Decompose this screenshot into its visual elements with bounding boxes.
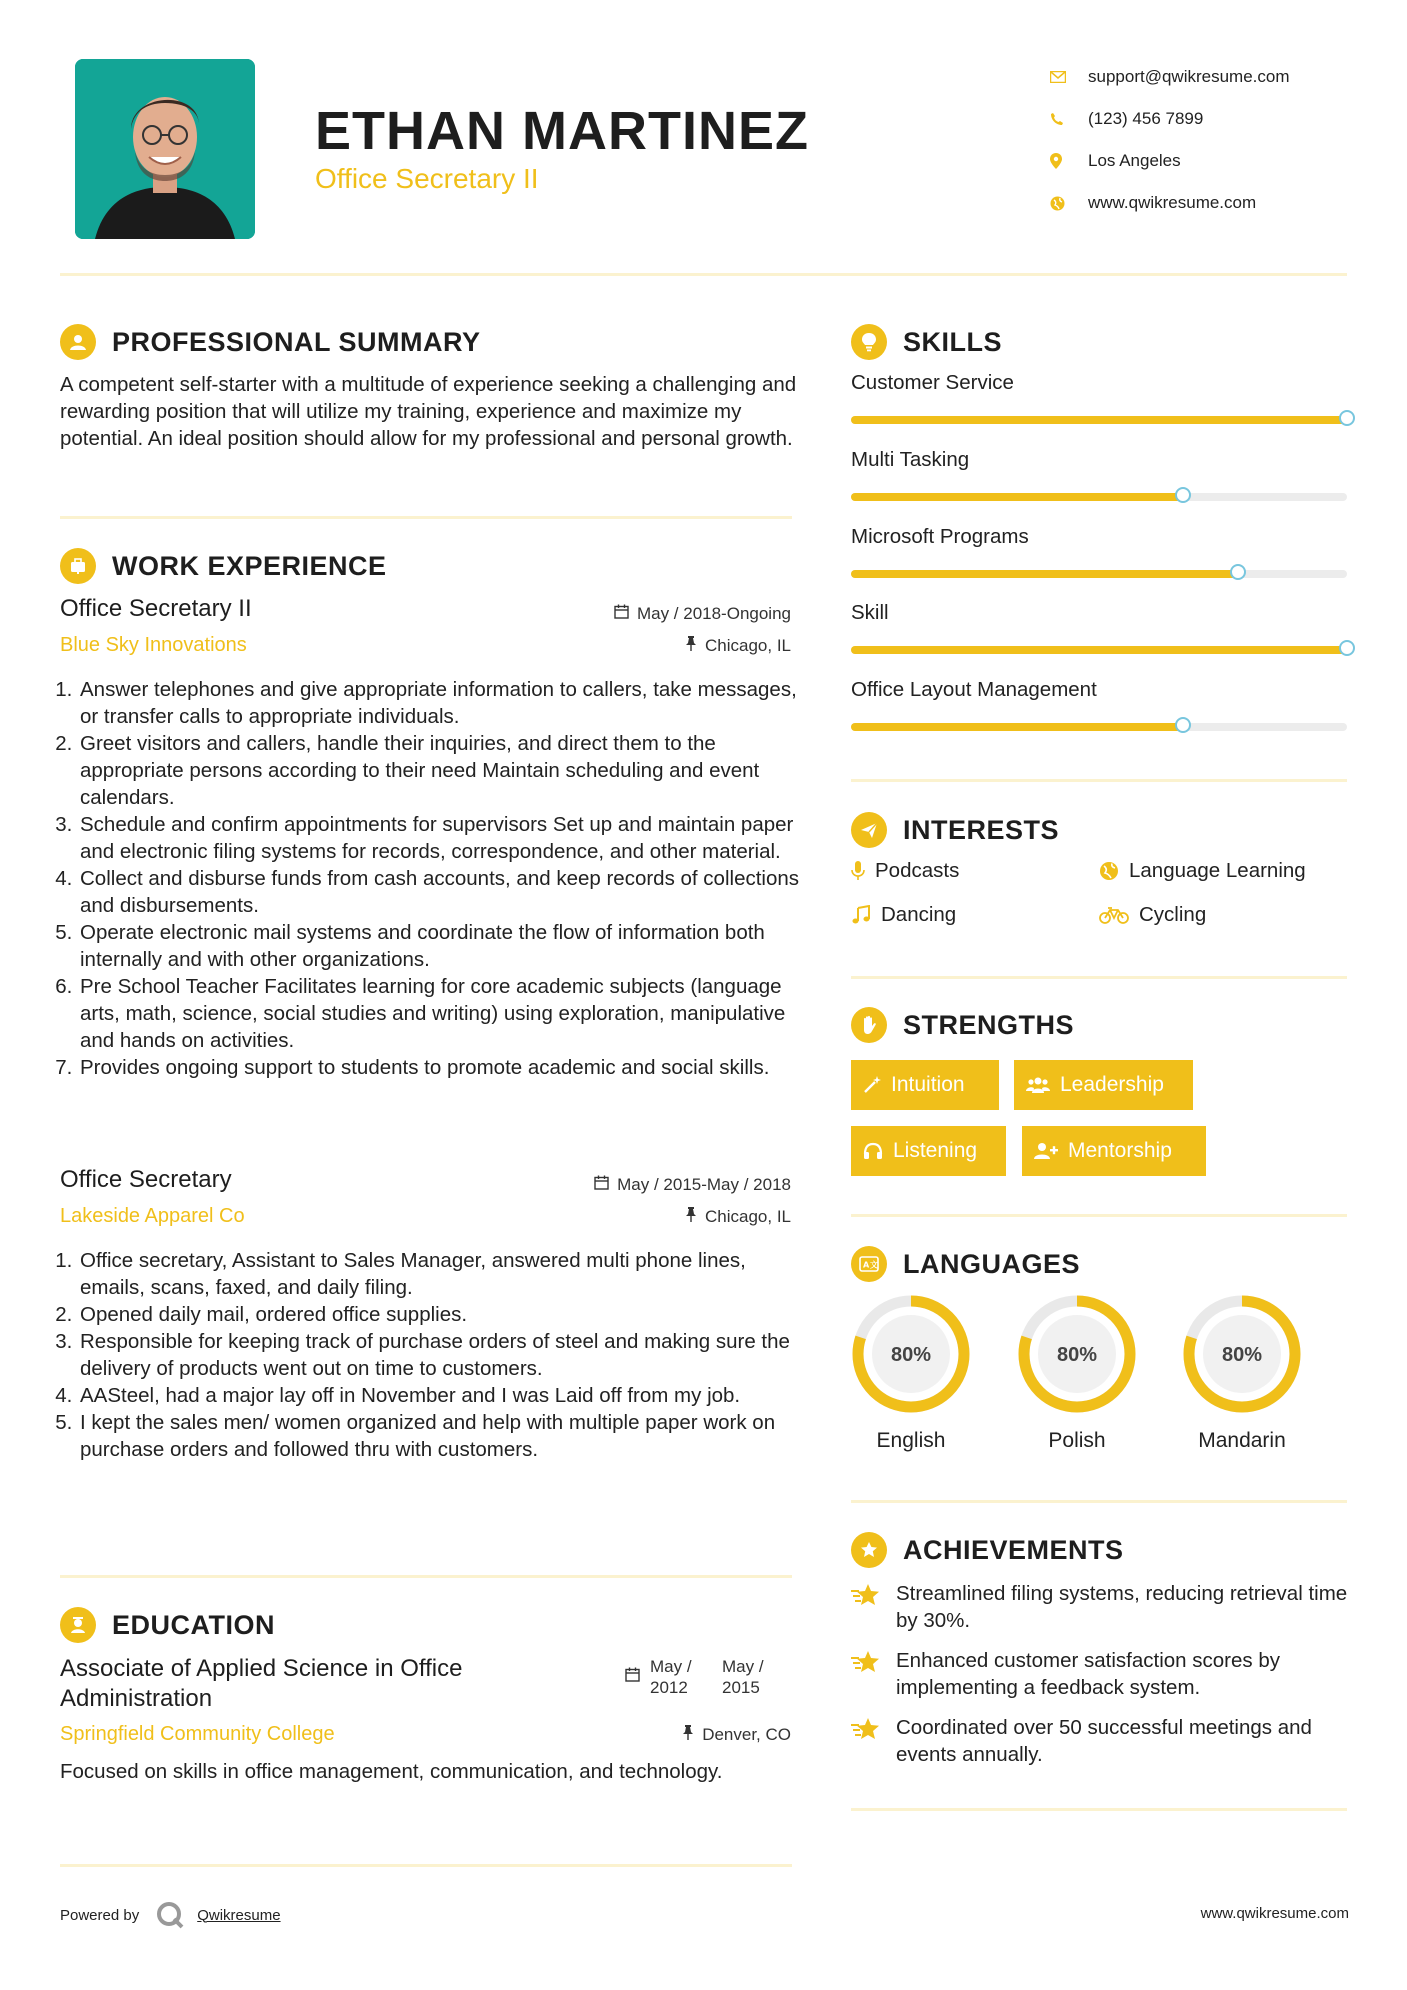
- job-2-dates-text: May / 2015-May / 2018: [617, 1175, 791, 1194]
- header-divider: [60, 273, 1347, 276]
- job-1-dates: [500, 604, 791, 624]
- user-plus-icon: [1034, 1142, 1058, 1160]
- education-heading: [60, 1607, 275, 1643]
- education-end-year: 2015: [722, 1678, 760, 1697]
- language-label: Mandarin: [1198, 1429, 1286, 1452]
- skill-bar: [851, 646, 1347, 654]
- job-1-title: Office Secretary II: [60, 595, 252, 622]
- education-description: Focused on skills in office management, communication, and technology.: [60, 1760, 723, 1783]
- map-pin-icon: [1050, 153, 1088, 169]
- skill-bar-fill: [851, 723, 1183, 731]
- svg-text:文: 文: [870, 1260, 879, 1270]
- interest-label: Language Learning: [1129, 859, 1306, 882]
- bicycle-icon: [1099, 906, 1129, 924]
- contact-list: [1050, 56, 1390, 224]
- strength-label: Intuition: [891, 1073, 965, 1096]
- skills-divider: [851, 779, 1347, 782]
- achievement-text: Streamlined filing systems, reducing retrieval time by 30%.: [896, 1582, 1348, 1632]
- powered-by-text: Powered by: [60, 1906, 140, 1924]
- interests-divider: [851, 976, 1347, 979]
- job-1-location: [500, 636, 791, 656]
- language-icon: [851, 1246, 887, 1282]
- strength-label: Leadership: [1060, 1073, 1164, 1096]
- user-icon: [60, 324, 96, 360]
- education-start: [650, 1656, 722, 1698]
- strengths-heading: [851, 1007, 1074, 1043]
- contact-location-text: Los Angeles: [1088, 151, 1181, 170]
- education-start-year: 2012: [650, 1678, 688, 1697]
- pushpin-icon: [685, 636, 697, 656]
- education-degree-line-2: Administration: [60, 1685, 213, 1712]
- languages-title: LANGUAGES: [903, 1248, 1081, 1279]
- skill-label: Skill: [851, 601, 889, 624]
- list-item: 4. AASteel, had a major lay off in November and I was Laid off from my job.: [78, 1382, 813, 1409]
- interests-title: INTERESTS: [903, 814, 1060, 845]
- skill-bar-knob: [1230, 564, 1246, 580]
- list-item: 5. I kept the sales men/ women organized and help with multiple paper work on purchase orders and followed thru with customers.: [78, 1409, 813, 1463]
- list-item: 4. Collect and disburse funds from cash accounts, and keep records of collections and disbursements.: [78, 865, 813, 919]
- list-item: 2. Opened daily mail, ordered office supplies.: [78, 1301, 813, 1328]
- job-2-location-text: Chicago, IL: [705, 1207, 791, 1226]
- education-end: [722, 1656, 764, 1698]
- job-1-location-text: Chicago, IL: [705, 636, 791, 655]
- education-title: EDUCATION: [112, 1609, 275, 1640]
- achievement-text: Enhanced customer satisfaction scores by implementing a feedback system.: [896, 1649, 1280, 1699]
- job-1-company: Blue Sky Innovations: [60, 634, 247, 656]
- pushpin-icon: [682, 1725, 694, 1745]
- list-item: 1. Answer telephones and give appropriate information to callers, take messages, or transfer calls to appropriate individuals.: [78, 676, 813, 730]
- language-label: English: [876, 1429, 946, 1452]
- list-item: 6. Pre School Teacher Facilitates learning for core academic subjects (language arts, math, science, social studies and writing) using exploration, manipulative and hands on activities.: [78, 973, 813, 1054]
- globe-icon: [1050, 196, 1088, 211]
- job-2-title: Office Secretary: [60, 1166, 232, 1193]
- strength-listening: [851, 1126, 1006, 1176]
- qwikresume-link[interactable]: Qwikresume: [197, 1906, 281, 1924]
- skill-bar: [851, 416, 1347, 424]
- work-title: WORK EXPERIENCE: [112, 550, 387, 581]
- work-divider: [60, 1575, 792, 1578]
- interest-cycling: [1099, 903, 1206, 927]
- calendar-icon: [614, 604, 629, 624]
- pushpin-icon: [685, 1207, 697, 1227]
- summary-title: PROFESSIONAL SUMMARY: [112, 326, 481, 357]
- briefcase-icon: [60, 548, 96, 584]
- ring-percent: 80%: [890, 1344, 932, 1366]
- contact-email-text: support@qwikresume.com: [1088, 67, 1290, 86]
- skills-heading: [851, 324, 1002, 360]
- skill-bar-knob: [1339, 410, 1355, 426]
- education-end-month: May /: [722, 1657, 764, 1676]
- strengths-divider: [851, 1214, 1347, 1217]
- qwikresume-logo-icon: [155, 1900, 185, 1930]
- microphone-icon: [851, 861, 865, 881]
- summary-heading: [60, 324, 481, 360]
- ring-percent: 80%: [1221, 1344, 1263, 1366]
- language-ring: [851, 1294, 971, 1414]
- education-start-month: May /: [650, 1657, 692, 1676]
- job-2-location: [500, 1207, 791, 1227]
- contact-email[interactable]: [1050, 56, 1390, 98]
- job-2-dates: [500, 1175, 791, 1195]
- strength-label: Listening: [893, 1139, 978, 1162]
- skill-label: Office Layout Management: [851, 678, 1097, 701]
- strength-intuition: [851, 1060, 999, 1110]
- skill-bar: [851, 570, 1347, 578]
- list-item: 3. Responsible for keeping track of purchase orders of steel and making sure the delivery of products went out on time to customers.: [78, 1328, 813, 1382]
- skill-label: Customer Service: [851, 371, 1014, 394]
- skill-bar-fill: [851, 646, 1347, 654]
- calendar-icon: [625, 1667, 640, 1687]
- list-item: 1. Office secretary, Assistant to Sales Manager, answered multi phone lines, emails, scans, faxed, and daily filing.: [78, 1247, 813, 1301]
- trophy-icon: [851, 1532, 887, 1568]
- education-location: [500, 1725, 791, 1745]
- job-2-duties: [60, 1247, 813, 1463]
- job-1-duties: [60, 676, 813, 1081]
- graduation-icon: [60, 1607, 96, 1643]
- strength-label: Mentorship: [1068, 1139, 1172, 1162]
- strength-mentorship: [1022, 1126, 1206, 1176]
- achievement-item: [851, 1714, 1361, 1768]
- interest-language-learning: [1099, 859, 1306, 883]
- skill-bar: [851, 723, 1347, 731]
- profile-photo: [75, 59, 255, 239]
- education-location-text: Denver, CO: [702, 1725, 791, 1744]
- footer-branding: [60, 1900, 281, 1930]
- headphones-icon: [863, 1142, 883, 1160]
- candidate-role: Office Secretary II: [315, 163, 539, 194]
- skills-title: SKILLS: [903, 326, 1003, 357]
- list-item: 2. Greet visitors and callers, handle their inquiries, and direct them to the appropriate persons according to their need Maintain scheduling and event calendars.: [78, 730, 813, 811]
- languages-heading: [851, 1246, 1080, 1282]
- globe-icon: [1099, 861, 1119, 881]
- language-ring: [1017, 1294, 1137, 1414]
- skill-bar-fill: [851, 570, 1238, 578]
- paper-plane-icon: [851, 812, 887, 848]
- candidate-name: ETHAN MARTINEZ: [315, 101, 809, 161]
- education-school: Springfield Community College: [60, 1723, 335, 1745]
- lightbulb-icon: [851, 324, 887, 360]
- star-icon: [851, 1647, 896, 1701]
- contact-phone[interactable]: [1050, 98, 1390, 140]
- languages-divider: [851, 1500, 1347, 1503]
- envelope-icon: [1050, 71, 1088, 83]
- skill-bar-knob: [1175, 717, 1191, 733]
- achievements-divider: [851, 1808, 1347, 1811]
- education-dates: [625, 1656, 764, 1698]
- interest-label: Cycling: [1139, 903, 1207, 926]
- achievements-title: ACHIEVEMENTS: [903, 1534, 1124, 1565]
- footer-website[interactable]: www.qwikresume.com: [1200, 1905, 1349, 1922]
- language-label: Polish: [1048, 1429, 1106, 1452]
- strength-leadership: [1014, 1060, 1193, 1110]
- list-item: 5. Operate electronic mail systems and coordinate the flow of information both internally and with other organizations.: [78, 919, 813, 973]
- star-icon: [851, 1714, 896, 1768]
- skill-label: Multi Tasking: [851, 448, 970, 471]
- hand-icon: [851, 1007, 887, 1043]
- summary-text: A competent self-starter with a multitude of experience seeking a challenging and rewarding position that will utilize my training, experience and maximize my potential. An ideal position should allow for my professional and personal growth.: [60, 373, 797, 450]
- skill-bar: [851, 493, 1347, 501]
- interest-label: Podcasts: [875, 859, 960, 882]
- skill-bar-knob: [1175, 487, 1191, 503]
- ring-percent: 80%: [1056, 1344, 1098, 1366]
- music-note-icon: [851, 905, 871, 925]
- interest-dancing: [851, 903, 956, 927]
- interest-label: Dancing: [881, 903, 957, 926]
- contact-website-text: www.qwikresume.com: [1088, 193, 1257, 212]
- skill-label: Microsoft Programs: [851, 525, 1029, 548]
- skill-bar-fill: [851, 493, 1183, 501]
- education-degree-line-1: Associate of Applied Science in Office: [60, 1655, 463, 1682]
- contact-location: [1050, 140, 1390, 182]
- achievements-heading: [851, 1532, 1124, 1568]
- list-item: 7. Provides ongoing support to students to promote academic and social skills.: [78, 1054, 813, 1081]
- list-item: 3. Schedule and confirm appointments for supervisors Set up and maintain paper and electronic filing systems for records, correspondence, and other material.: [78, 811, 813, 865]
- phone-icon: [1050, 112, 1088, 126]
- job-1-dates-text: May / 2018-Ongoing: [636, 604, 791, 623]
- interests-heading: [851, 812, 1059, 848]
- contact-phone-text: (123) 456 7899: [1088, 109, 1204, 128]
- star-icon: [851, 1580, 896, 1634]
- achievement-item: [851, 1647, 1361, 1701]
- summary-divider: [60, 516, 792, 519]
- contact-website[interactable]: [1050, 182, 1390, 224]
- magic-wand-icon: [863, 1076, 881, 1094]
- strengths-title: STRENGTHS: [903, 1009, 1075, 1040]
- education-degree: [60, 1654, 580, 1714]
- skill-bar-fill: [851, 416, 1347, 424]
- education-divider: [60, 1864, 792, 1867]
- group-icon: [1026, 1076, 1050, 1094]
- skill-bar-knob: [1339, 640, 1355, 656]
- interest-podcasts: [851, 859, 959, 883]
- achievement-text: Coordinated over 50 successful meetings and events annually.: [896, 1716, 1312, 1766]
- calendar-icon: [594, 1175, 609, 1195]
- achievement-item: [851, 1580, 1361, 1634]
- job-2-company: Lakeside Apparel Co: [60, 1205, 245, 1227]
- svg-text:A: A: [863, 1260, 870, 1270]
- work-heading: [60, 548, 387, 584]
- language-ring: [1182, 1294, 1302, 1414]
